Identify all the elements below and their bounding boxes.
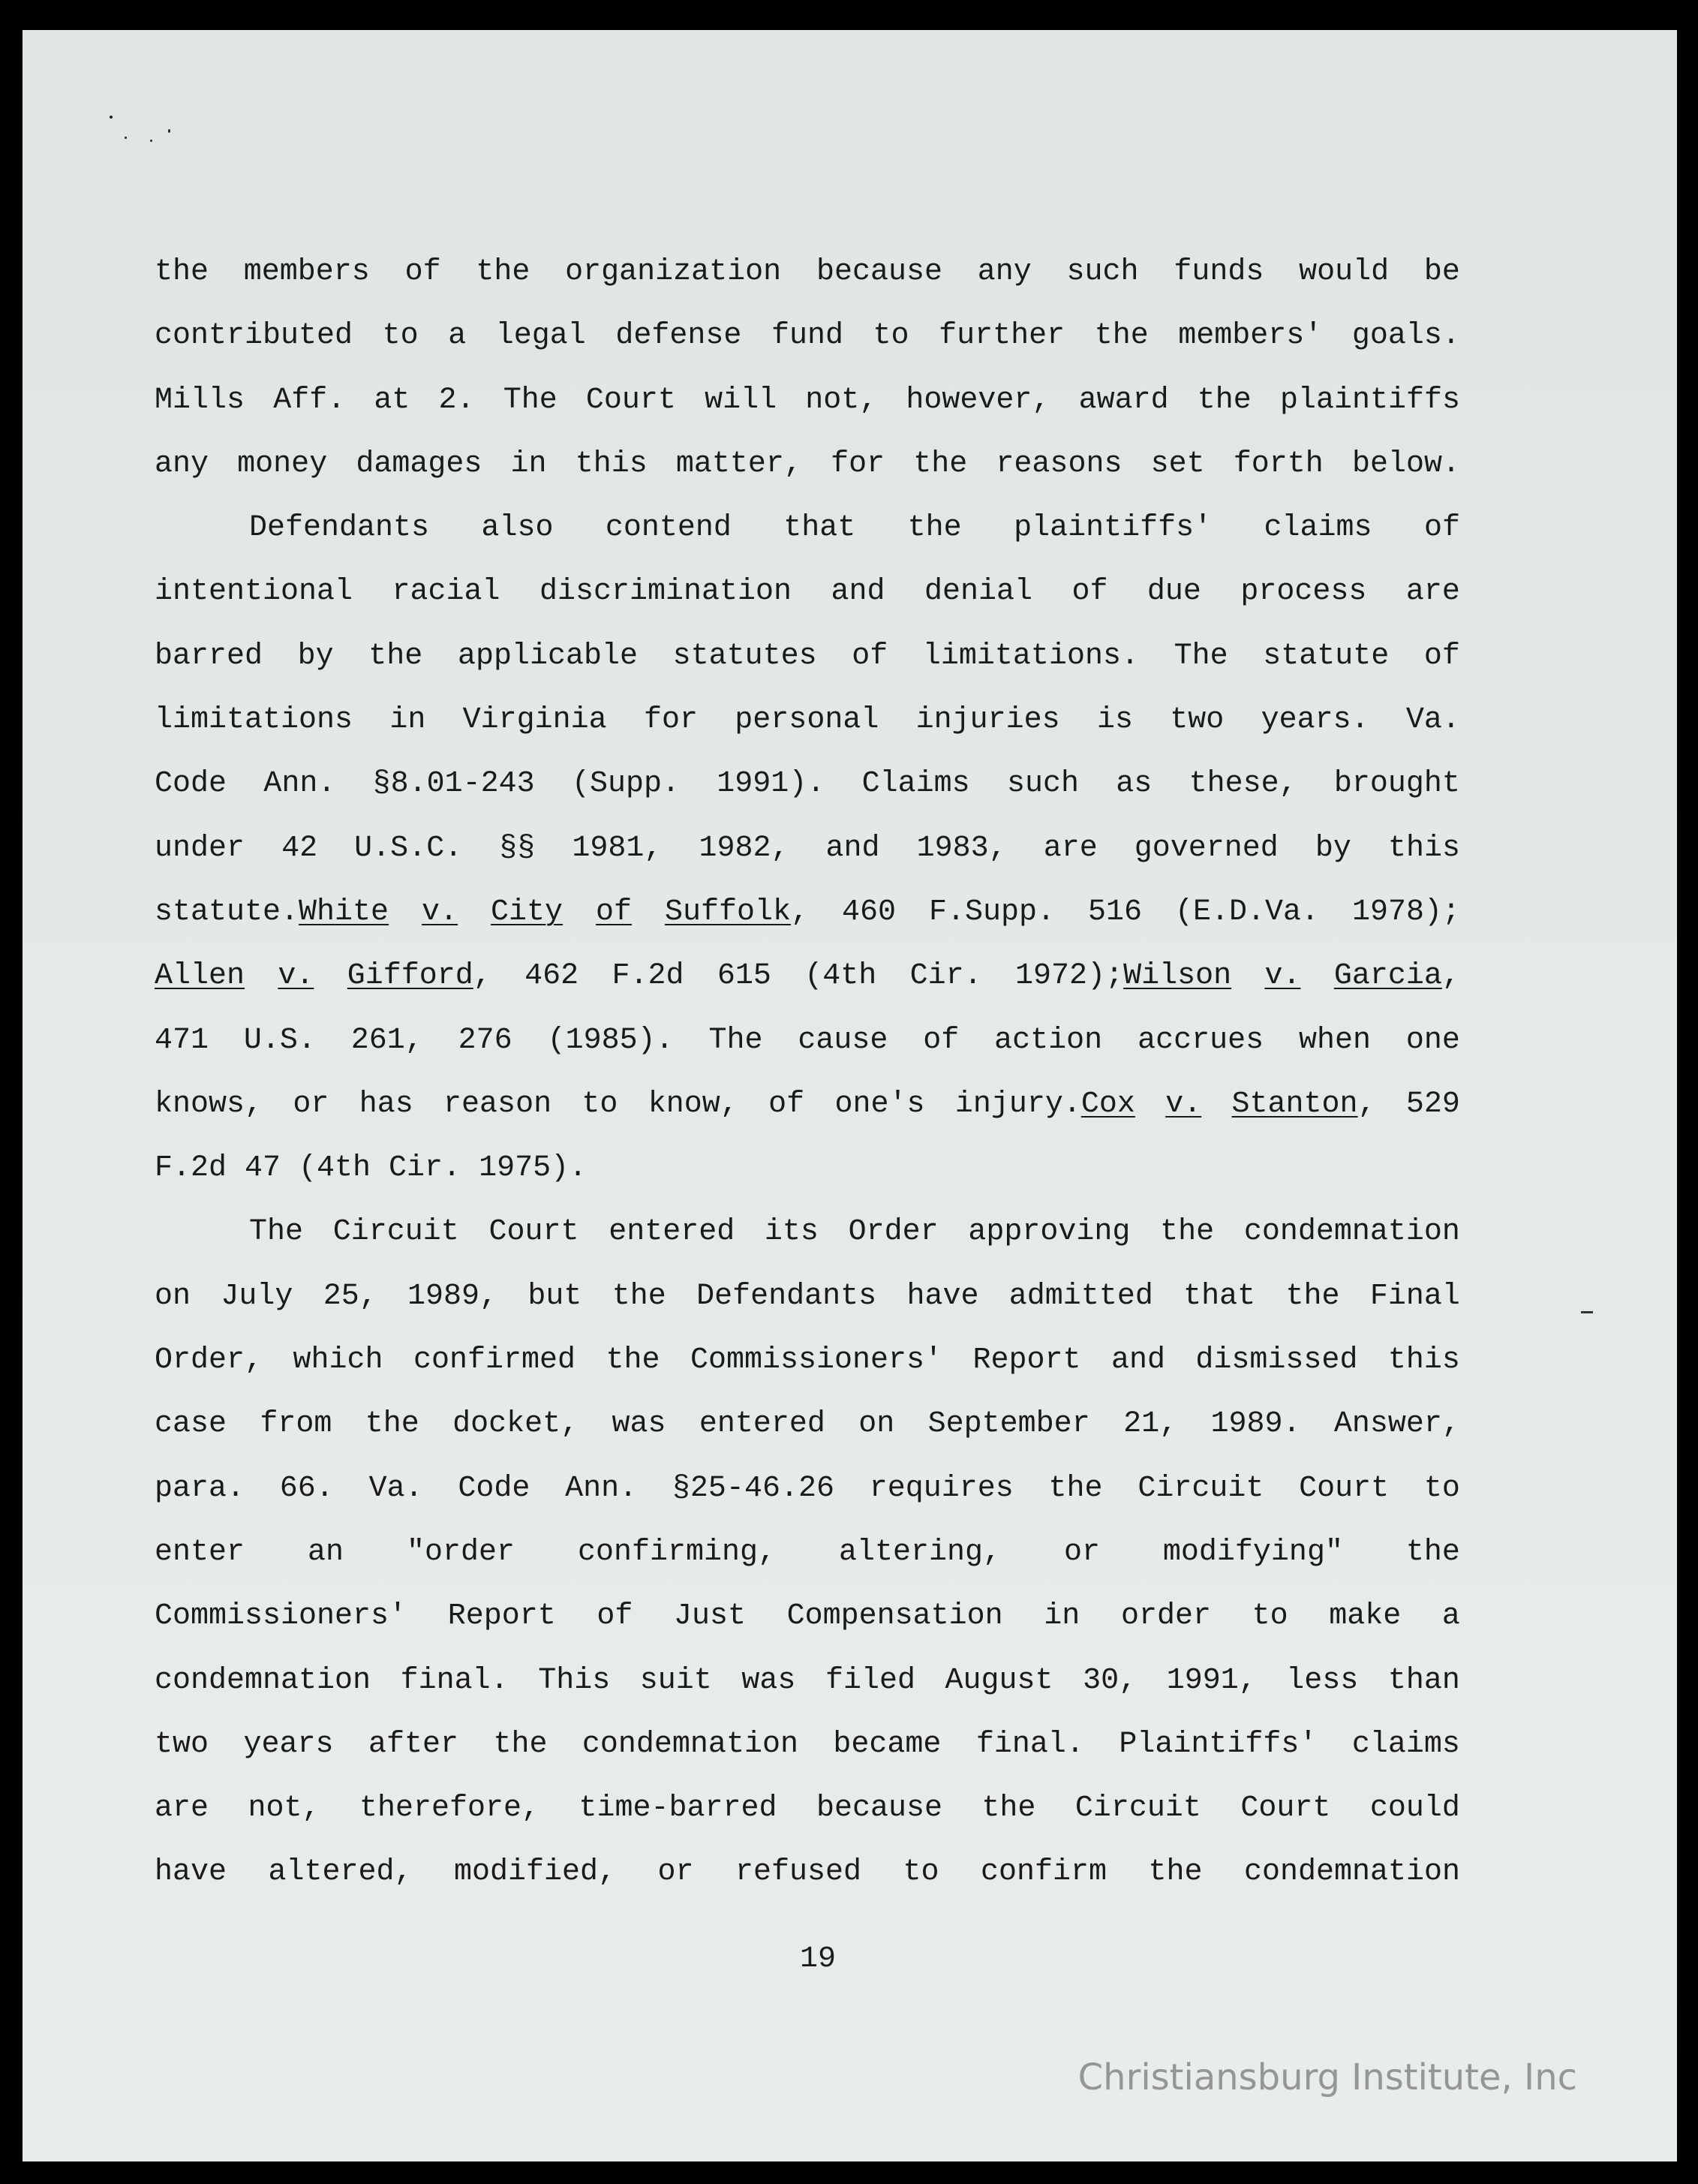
word: could xyxy=(1369,1791,1460,1826)
word: will xyxy=(705,383,777,417)
word: to xyxy=(582,1087,618,1121)
word: 42 xyxy=(281,831,318,865)
word: Circuit xyxy=(1074,1791,1201,1826)
word: and xyxy=(1110,1343,1165,1378)
word: further xyxy=(939,319,1065,353)
word: The xyxy=(249,1215,304,1250)
word: these, xyxy=(1189,767,1297,802)
word: forth xyxy=(1233,447,1324,481)
word: injury.Cox xyxy=(954,1087,1135,1121)
word: Aff. xyxy=(273,383,346,417)
word: of xyxy=(852,639,888,673)
word: 460 xyxy=(842,895,897,929)
word: intentional xyxy=(155,575,353,609)
word: goals. xyxy=(1351,319,1460,353)
text-line xyxy=(155,829,1460,892)
word: statute.White xyxy=(155,895,389,929)
scan-specks xyxy=(105,105,210,165)
word: 1982, xyxy=(699,831,789,865)
word: statute xyxy=(1263,639,1390,673)
word: or xyxy=(657,1855,694,1890)
word: are xyxy=(155,1791,209,1826)
word: v. xyxy=(1165,1087,1202,1121)
word: of xyxy=(596,895,633,929)
word: para. xyxy=(155,1471,245,1506)
word: years xyxy=(243,1727,334,1761)
word: members xyxy=(243,255,370,289)
word: entered xyxy=(609,1215,735,1250)
word: fund xyxy=(771,319,843,353)
word: plaintiffs xyxy=(1279,383,1460,417)
word: 21, xyxy=(1123,1407,1178,1442)
word: August xyxy=(945,1663,1053,1698)
text-line xyxy=(155,1725,1460,1788)
text-line xyxy=(155,1021,1460,1084)
text-line xyxy=(155,1533,1460,1596)
word: Circuit xyxy=(1138,1471,1264,1506)
word: however, xyxy=(906,383,1050,417)
word: to xyxy=(1423,1471,1460,1506)
word: the xyxy=(1094,319,1149,353)
word: matter, xyxy=(675,447,802,481)
word: would xyxy=(1299,255,1390,289)
page-number: 19 xyxy=(799,1942,836,1976)
text-line xyxy=(155,1661,1460,1725)
word: know, xyxy=(648,1087,738,1121)
word: 615 xyxy=(717,959,771,994)
word: because xyxy=(816,255,942,289)
text-segment: F.2d 47 (4th Cir. 1975). xyxy=(155,1151,588,1186)
word: award xyxy=(1078,383,1169,417)
word: this xyxy=(575,447,648,481)
word: 1989, xyxy=(407,1279,498,1313)
word: make xyxy=(1329,1599,1402,1634)
word: Va. xyxy=(1405,703,1460,738)
watermark: Christiansburg Institute, Inc xyxy=(1077,2056,1577,2098)
word: 66. xyxy=(279,1471,334,1506)
text-line xyxy=(155,381,1460,444)
word: the xyxy=(907,511,962,546)
word: case xyxy=(155,1407,227,1442)
word: Code xyxy=(458,1471,530,1506)
word: the xyxy=(1197,383,1252,417)
word: altering, xyxy=(838,1535,1001,1569)
text-line xyxy=(155,316,1460,380)
word: have xyxy=(906,1279,979,1313)
word: the xyxy=(365,1407,419,1442)
word: personal xyxy=(735,703,879,738)
word: defense xyxy=(615,319,742,353)
word: 2. xyxy=(438,383,475,417)
document-page xyxy=(23,30,1677,2161)
word: Mills xyxy=(155,383,245,417)
word: 1972);Wilson xyxy=(1015,959,1232,994)
word: the xyxy=(981,1791,1036,1826)
word: at xyxy=(374,383,410,417)
word: that xyxy=(1183,1279,1256,1313)
word: Final xyxy=(1369,1279,1460,1313)
word: of xyxy=(1423,639,1460,673)
word: legal xyxy=(495,319,586,353)
word: and xyxy=(831,575,885,609)
word: Virginia xyxy=(462,703,607,738)
word: Court xyxy=(1240,1791,1331,1826)
word: in xyxy=(389,703,426,738)
word: money xyxy=(237,447,328,481)
word: condemnation xyxy=(1243,1215,1460,1250)
word: process xyxy=(1240,575,1367,609)
word: one's xyxy=(834,1087,925,1121)
word: by xyxy=(297,639,334,673)
word: 516 xyxy=(1087,895,1142,929)
word: filed xyxy=(825,1663,915,1698)
word: members' xyxy=(1178,319,1323,353)
word: this xyxy=(1387,831,1460,865)
word: Suffolk, xyxy=(664,895,810,929)
word: applicable xyxy=(457,639,638,673)
word: Claims xyxy=(861,767,970,802)
word: to xyxy=(1252,1599,1288,1634)
word: and xyxy=(825,831,880,865)
word: Gifford, xyxy=(347,959,491,994)
word: when xyxy=(1298,1023,1371,1057)
word: Commissioners' xyxy=(690,1343,942,1378)
word: reason xyxy=(443,1087,552,1121)
word: accrues xyxy=(1138,1023,1264,1057)
word: of xyxy=(597,1599,633,1634)
word: Compensation xyxy=(786,1599,1003,1634)
word: years. xyxy=(1261,703,1369,738)
word: any xyxy=(155,447,209,481)
word: (1985). xyxy=(547,1023,674,1057)
word: limitations. xyxy=(922,639,1139,673)
word: condemnation xyxy=(582,1727,798,1761)
word: to xyxy=(903,1855,939,1890)
word: the xyxy=(493,1727,548,1761)
word: was xyxy=(741,1663,796,1698)
word: two xyxy=(1170,703,1225,738)
text-line xyxy=(155,1788,1460,1852)
word: contend xyxy=(605,511,732,546)
word: §§ xyxy=(499,831,536,865)
margin-mark xyxy=(1581,1311,1593,1313)
word: The xyxy=(708,1023,763,1057)
word: order xyxy=(1120,1599,1211,1634)
word: for xyxy=(643,703,698,738)
word: final. xyxy=(975,1727,1084,1761)
text-line xyxy=(155,508,1460,572)
word: 529 xyxy=(1405,1087,1460,1121)
word: dismissed xyxy=(1195,1343,1358,1378)
word: Report xyxy=(447,1599,556,1634)
word: under xyxy=(155,831,245,865)
word: barred xyxy=(155,639,263,673)
word: F.2d xyxy=(612,959,684,994)
word: that xyxy=(783,511,856,546)
word: the xyxy=(476,255,530,289)
body-text xyxy=(155,252,1460,1917)
word: this xyxy=(1387,1343,1460,1378)
word: of xyxy=(1071,575,1108,609)
word: reasons xyxy=(996,447,1122,481)
word: than xyxy=(1387,1663,1460,1698)
word: 25, xyxy=(323,1279,377,1313)
word: Cir. xyxy=(909,959,982,994)
word: such xyxy=(1006,767,1079,802)
word: became xyxy=(833,1727,942,1761)
word: time-barred xyxy=(579,1791,777,1826)
word: Order xyxy=(848,1215,939,1250)
word: altered, xyxy=(268,1855,413,1890)
word: are xyxy=(1405,575,1460,609)
word: less xyxy=(1286,1663,1359,1698)
word: of xyxy=(768,1087,805,1121)
word: modifying" xyxy=(1162,1535,1343,1569)
word: Allen xyxy=(155,959,245,994)
text-line xyxy=(155,1404,1460,1468)
text-line xyxy=(155,1212,1460,1276)
word: Court xyxy=(1299,1471,1390,1506)
word: the xyxy=(1048,1471,1103,1506)
word: by xyxy=(1315,831,1351,865)
word: set xyxy=(1150,447,1205,481)
word: claims xyxy=(1351,1727,1460,1761)
word: 1991). xyxy=(717,767,825,802)
word: but xyxy=(527,1279,582,1313)
speck xyxy=(110,116,113,119)
word: City xyxy=(491,895,563,929)
text-line xyxy=(155,636,1460,700)
word: Defendants xyxy=(696,1279,877,1313)
word: not, xyxy=(805,383,878,417)
word: Just xyxy=(673,1599,746,1634)
word: because xyxy=(816,1791,942,1826)
word: organization xyxy=(565,255,782,289)
text-line xyxy=(155,700,1460,764)
word: condemnation xyxy=(1243,1855,1460,1890)
word: for xyxy=(831,447,885,481)
word: U.S. xyxy=(243,1023,316,1057)
word: the xyxy=(1405,1535,1460,1569)
word: cause xyxy=(798,1023,888,1057)
word: Commissioners' xyxy=(155,1599,407,1634)
word: below. xyxy=(1351,447,1460,481)
word: §8.01-243 xyxy=(372,767,535,802)
word: or xyxy=(1063,1535,1100,1569)
word: 1989. xyxy=(1210,1407,1301,1442)
text-line xyxy=(155,1148,1460,1212)
word: §25-46.26 xyxy=(672,1471,834,1506)
word: "order xyxy=(406,1535,515,1569)
word: 1983, xyxy=(916,831,1007,865)
word: 276 xyxy=(458,1023,512,1057)
text-line xyxy=(155,1852,1460,1916)
word: as xyxy=(1116,767,1153,802)
word: The xyxy=(503,383,557,417)
word: two xyxy=(155,1727,209,1761)
word: Garcia, xyxy=(1333,959,1460,994)
word: The xyxy=(1174,639,1228,673)
word: of xyxy=(923,1023,960,1057)
word: enter xyxy=(155,1535,245,1569)
text-line xyxy=(155,572,1460,636)
word: final. xyxy=(400,1663,509,1698)
word: has xyxy=(359,1087,413,1121)
word: the xyxy=(606,1343,660,1378)
word: Order, xyxy=(155,1343,263,1378)
text-line xyxy=(155,764,1460,828)
word: v. xyxy=(278,959,314,994)
text-line xyxy=(155,1084,1460,1148)
word: Court xyxy=(585,383,676,417)
word: in xyxy=(510,447,547,481)
word: v. xyxy=(422,895,458,929)
word: the xyxy=(155,255,209,289)
text-line xyxy=(155,444,1460,508)
word: one xyxy=(1405,1023,1460,1057)
word: 30, xyxy=(1083,1663,1138,1698)
word: modified, xyxy=(453,1855,617,1890)
word: requires xyxy=(869,1471,1014,1506)
speck xyxy=(150,140,152,142)
word: be xyxy=(1423,255,1460,289)
word: confirmed xyxy=(413,1343,576,1378)
word: Report xyxy=(972,1343,1081,1378)
word: the xyxy=(1285,1279,1340,1313)
word: suit xyxy=(639,1663,712,1698)
word: on xyxy=(155,1279,191,1313)
word: Plaintiffs' xyxy=(1119,1727,1318,1761)
word: (E.D.Va. xyxy=(1174,895,1319,929)
word: 471 xyxy=(155,1023,209,1057)
word: Answer, xyxy=(1333,1407,1460,1442)
word: (Supp. xyxy=(571,767,680,802)
word: approving xyxy=(968,1215,1131,1250)
word: its xyxy=(764,1215,819,1250)
word: to xyxy=(873,319,909,353)
word: confirming, xyxy=(577,1535,776,1569)
word: 261, xyxy=(350,1023,423,1057)
word: therefore, xyxy=(359,1791,539,1826)
word: 1978); xyxy=(1351,895,1460,929)
word: Va. xyxy=(368,1471,423,1506)
word: action xyxy=(994,1023,1103,1057)
word: contributed xyxy=(155,319,353,353)
word: funds xyxy=(1174,255,1264,289)
word: limitations xyxy=(155,703,353,738)
word: an xyxy=(307,1535,344,1569)
word: discrimination xyxy=(539,575,792,609)
text-line xyxy=(155,892,1460,956)
word: in xyxy=(1044,1599,1080,1634)
text-line xyxy=(155,1277,1460,1340)
word: confirm xyxy=(980,1855,1107,1890)
word: Ann. xyxy=(263,767,336,802)
word: any xyxy=(977,255,1032,289)
word: the xyxy=(913,447,968,481)
word: September xyxy=(927,1407,1090,1442)
word: the xyxy=(612,1279,666,1313)
word: Ann. xyxy=(565,1471,638,1506)
word: governed xyxy=(1134,831,1279,865)
word: have xyxy=(155,1855,227,1890)
word: 462 xyxy=(524,959,579,994)
word: plaintiffs' xyxy=(1014,511,1213,546)
word: of xyxy=(404,255,441,289)
word: racial xyxy=(392,575,500,609)
word: 1981, xyxy=(572,831,663,865)
word: This xyxy=(538,1663,611,1698)
word: condemnation xyxy=(155,1663,371,1698)
word: claims xyxy=(1264,511,1372,546)
word: was xyxy=(612,1407,666,1442)
word: damages xyxy=(356,447,482,481)
word: Code xyxy=(155,767,227,802)
word: on xyxy=(858,1407,895,1442)
word: a xyxy=(448,319,467,353)
word: Stanton, xyxy=(1231,1087,1376,1121)
word: statutes xyxy=(672,639,817,673)
word: 1991, xyxy=(1166,1663,1257,1698)
speck xyxy=(168,129,170,133)
word: Circuit xyxy=(332,1215,459,1250)
word: not, xyxy=(248,1791,320,1826)
word: refused xyxy=(735,1855,862,1890)
text-line xyxy=(155,1469,1460,1533)
word: due xyxy=(1147,575,1201,609)
word: admitted xyxy=(1008,1279,1153,1313)
word: a xyxy=(1441,1599,1460,1634)
word: the xyxy=(1148,1855,1203,1890)
word: F.Supp. xyxy=(928,895,1056,929)
word: brought xyxy=(1333,767,1460,802)
word: July xyxy=(221,1279,293,1313)
word: of xyxy=(1423,511,1460,546)
word: are xyxy=(1043,831,1098,865)
word: to xyxy=(382,319,419,353)
word: the xyxy=(368,639,423,673)
text-line xyxy=(155,1596,1460,1660)
word: also xyxy=(481,511,554,546)
word: denial xyxy=(924,575,1032,609)
word: such xyxy=(1066,255,1139,289)
word: knows, xyxy=(155,1087,263,1121)
word: Court xyxy=(488,1215,579,1250)
text-line xyxy=(155,1340,1460,1404)
word: entered xyxy=(699,1407,825,1442)
word: from xyxy=(260,1407,332,1442)
text-line xyxy=(155,252,1460,316)
text-line xyxy=(155,956,1460,1020)
speck xyxy=(125,137,127,139)
word: injuries xyxy=(915,703,1060,738)
word: docket, xyxy=(452,1407,579,1442)
word: which xyxy=(293,1343,383,1378)
word: the xyxy=(1160,1215,1215,1250)
word: Defendants xyxy=(249,511,430,546)
word: or xyxy=(293,1087,329,1121)
word: (4th xyxy=(804,959,877,994)
word: U.S.C. xyxy=(354,831,463,865)
word: after xyxy=(368,1727,458,1761)
word: is xyxy=(1096,703,1133,738)
word: v. xyxy=(1264,959,1301,994)
